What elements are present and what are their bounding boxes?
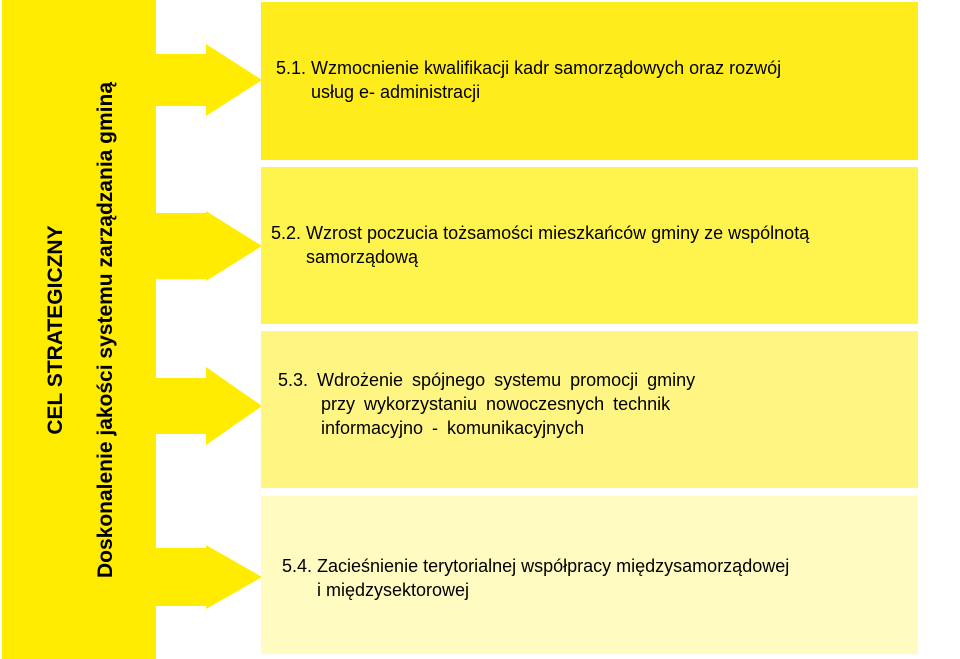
strategic-goal-title: Doskonalenie jakości systemu zarządzania gminą <box>94 81 117 579</box>
objective-box-2 <box>261 167 918 324</box>
arrow-to-objective-1 <box>156 44 262 116</box>
objective-3-line-1: 5.3. Wdrożenie spójnego systemu promocji gminy <box>278 370 696 390</box>
objective-4-line-1: 5.4. Zacieśnienie terytorialnej współpracy międzysamorządowej <box>282 556 790 576</box>
objective-4-line-2: i międzysektorowej <box>317 580 470 600</box>
objective-box-1 <box>261 2 918 160</box>
arrow-to-objective-2 <box>156 211 262 281</box>
objective-2-line-2: samorządową <box>306 247 419 267</box>
arrow-to-objective-3 <box>156 367 262 445</box>
objective-3-line-2: przy wykorzystaniu nowoczesnych technik <box>321 394 671 414</box>
objective-box-3 <box>261 331 918 488</box>
objective-1-line-1: 5.1. Wzmocnienie kwalifikacji kadr samorządowych oraz rozwój <box>276 58 782 78</box>
objective-3-line-3: informacyjno - komunikacyjnych <box>321 418 585 438</box>
strategic-goal-label: CEL STRATEGICZNY <box>44 225 67 435</box>
arrow-to-objective-4 <box>156 545 262 609</box>
objective-2-line-1: 5.2. Wzrost poczucia tożsamości mieszkańców gminy ze wspólnotą <box>271 223 810 243</box>
objective-box-4 <box>261 496 918 654</box>
objective-1-line-2: usług e- administracji <box>311 82 481 102</box>
